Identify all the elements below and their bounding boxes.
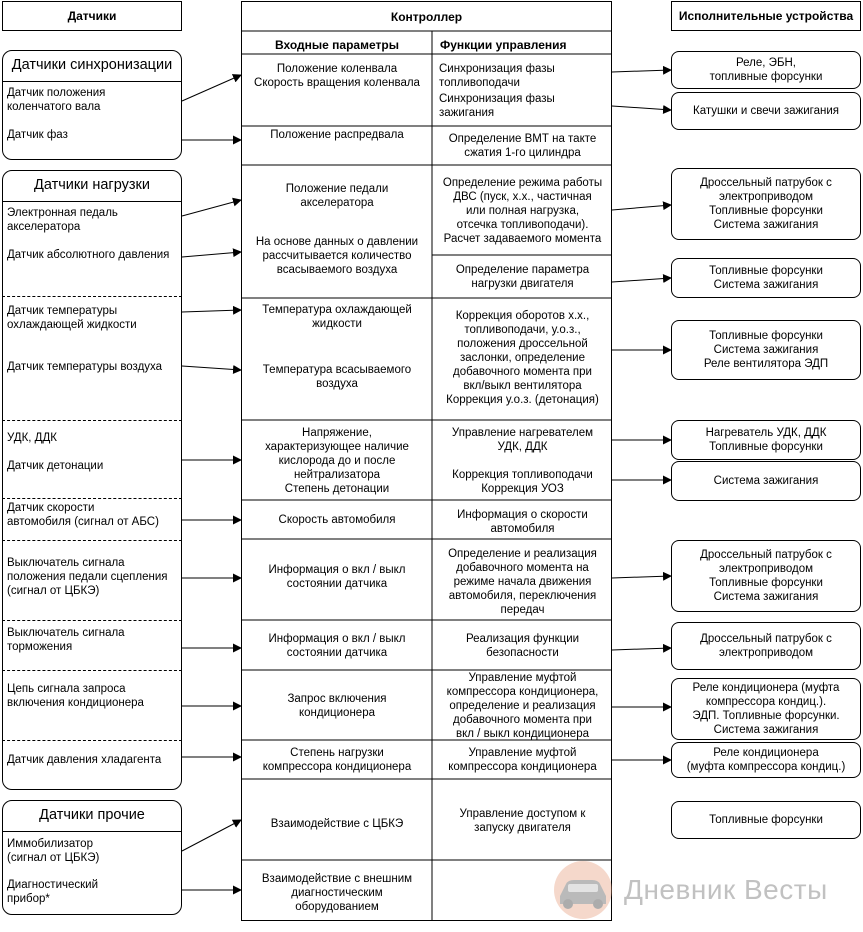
function-engine-mode: Определение режима работы ДВС (пуск, х.х., частичная или полная нагрузка, отсечка топливоподачи). Расчет задаваемого момента: [442, 177, 603, 245]
actuator-throttle-injectors-ignition-2: Дроссельный патрубок с электроприводом Топливные форсунки Система зажигания: [671, 540, 861, 612]
input-camshaft: Положение распредвала: [270, 129, 404, 141]
sensor-phase: Датчик фаз: [7, 129, 68, 141]
function-sensor-heater: Управление нагревателем УДК, ДДК: [451, 427, 594, 453]
sensor-clutch-pedal-switch: Выключатель сигнала положения педали сцепления (сигнал от ЦБКЭ): [7, 557, 168, 597]
function-safety: Реализация функции безопасности: [465, 633, 580, 659]
header-sensors: Датчики: [2, 1, 182, 31]
input-coolant-temp: Температура охлаждающей жидкости: [262, 304, 412, 330]
input-ac-request: Запрос включения кондиционера: [287, 693, 387, 719]
input-compressor-load: Степень нагрузки компрессора кондиционера: [262, 747, 412, 773]
input-air-mass: На основе данных о давлении рассчитывается количество всасываемого воздуха: [255, 236, 419, 276]
sensor-knock: Датчик детонации: [7, 460, 104, 472]
actuator-ac-relay: Реле кондиционера (муфта компрессора кондиц.): [671, 742, 861, 778]
input-intake-air-temp: Температура всасываемого воздуха: [262, 364, 412, 390]
input-vehicle-speed: Скорость автомобиля: [278, 514, 396, 526]
sensor-crankshaft-position: Датчик положения коленчатого вала: [7, 87, 106, 113]
watermark: [548, 860, 828, 920]
actuator-throttle-body: Дроссельный патрубок с электроприводом: [671, 622, 861, 670]
function-ac-clutch-torque: Управление муфтой компрессора кондиционера, определение и реализация добавочного момента при вкл / выкл кондиционера: [446, 672, 599, 740]
function-ac-clutch: Управление муфтой компрессора кондиционера: [448, 747, 597, 773]
input-brake-state: Информация о вкл / выкл состоянии датчика: [268, 633, 406, 659]
function-start-access: Управление доступом к запуску двигателя: [459, 808, 586, 834]
sensor-oxygen: УДК, ДДК: [7, 432, 57, 444]
actuator-injectors-ignition: Топливные форсунки Система зажигания: [671, 258, 861, 298]
watermark-text: Дневник Весты: [624, 874, 828, 905]
sensor-vehicle-speed: Датчик скорости автомобиля (сигнал от АБС): [7, 502, 159, 528]
actuator-fuel-injectors: Топливные форсунки: [671, 801, 861, 839]
sensor-accelerator-pedal: Электронная педаль акселератора: [7, 207, 118, 233]
input-bcm-interaction: Взаимодействие с ЦБКЭ: [270, 818, 404, 830]
input-diagnostic-interaction: Взаимодействие с внешним диагностическим оборудованием: [261, 873, 413, 913]
column-control-functions: Функции управления: [440, 38, 567, 52]
function-load-parameter: Определение параметра нагрузки двигателя: [455, 264, 590, 290]
actuator-throttle-injectors-ignition: Дроссельный патрубок с электроприводом Топливные форсунки Система зажигания: [671, 168, 861, 240]
function-fuel-ignition-correction: Коррекция топливоподачи Коррекция УОЗ: [452, 469, 593, 495]
actuator-sensor-heater-injectors: Нагреватель УДК, ДДК Топливные форсунки: [671, 420, 861, 460]
sensor-immobilizer: Иммобилизатор (сигнал от ЦБКЭ): [7, 838, 100, 864]
group-title-sync: Датчики синхронизации: [11, 57, 173, 73]
input-accelerator: Положение педали акселератора: [285, 183, 389, 209]
function-fuel-phase-sync: Синхронизация фазы топливоподачи: [439, 63, 555, 89]
function-tdc-detection: Определение ВМТ на такте сжатия 1-го цилиндра: [448, 133, 597, 159]
sensor-ac-request: Цепь сигнала запроса включения кондиционера: [7, 683, 144, 709]
actuator-relay-fuel-pump-injectors: Реле, ЭБН, топливные форсунки: [671, 51, 861, 89]
input-crankshaft: Положение коленвала Скорость вращения коленвала: [254, 63, 420, 89]
group-title-load: Датчики нагрузки: [34, 177, 150, 193]
actuator-injectors-ignition-fan: Топливные форсунки Система зажигания Реле вентилятора ЭДП: [671, 320, 861, 380]
column-input-params: Входные параметры: [275, 38, 399, 52]
function-idle-correction: Коррекция оборотов х.х., топливоподачи, у.о.з., положения дроссельной заслонки, определение добавочного момента при вкл/выкл вентилятора Коррекция у.о.з. (детонация): [446, 310, 599, 406]
sensor-refrigerant-pressure: Датчик давления хладагента: [7, 754, 162, 766]
sensor-brake-switch: Выключатель сигнала торможения: [7, 627, 125, 653]
header-controller: Контроллер: [390, 10, 463, 24]
sensor-coolant-temperature: Датчик температуры охлаждающей жидкости: [7, 305, 137, 331]
input-oxygen-knock: Напряжение, характеризующее наличие кислорода до и после нейтрализатора Степень детонации: [265, 427, 409, 495]
actuator-ignition-coils: Катушки и свечи зажигания: [671, 92, 861, 130]
sensor-air-temperature: Датчик температуры воздуха: [7, 361, 163, 373]
sensor-diagnostic-device: Диагностический прибор*: [7, 879, 99, 905]
sensor-absolute-pressure: Датчик абсолютного давления: [7, 249, 170, 261]
function-torque-launch: Определение и реализация добавочного момента на режиме начала движения автомобиля, переключения передач: [448, 548, 597, 616]
input-clutch-state: Информация о вкл / выкл состоянии датчика: [268, 564, 406, 590]
header-actuators: Исполнительные устройства: [671, 1, 861, 31]
group-title-other: Датчики прочие: [39, 807, 145, 823]
car-logo-icon: [548, 860, 618, 920]
function-ignition-phase-sync: Синхронизация фазы зажигания: [439, 93, 555, 119]
function-speed-info: Информация о скорости автомобиля: [457, 509, 588, 535]
actuator-ac-relay-fan-injectors: Реле кондиционера (муфта компрессора кондиц.). ЭДП. Топливные форсунки. Система зажигания: [671, 678, 861, 740]
actuator-ignition-system: Система зажигания: [671, 461, 861, 501]
